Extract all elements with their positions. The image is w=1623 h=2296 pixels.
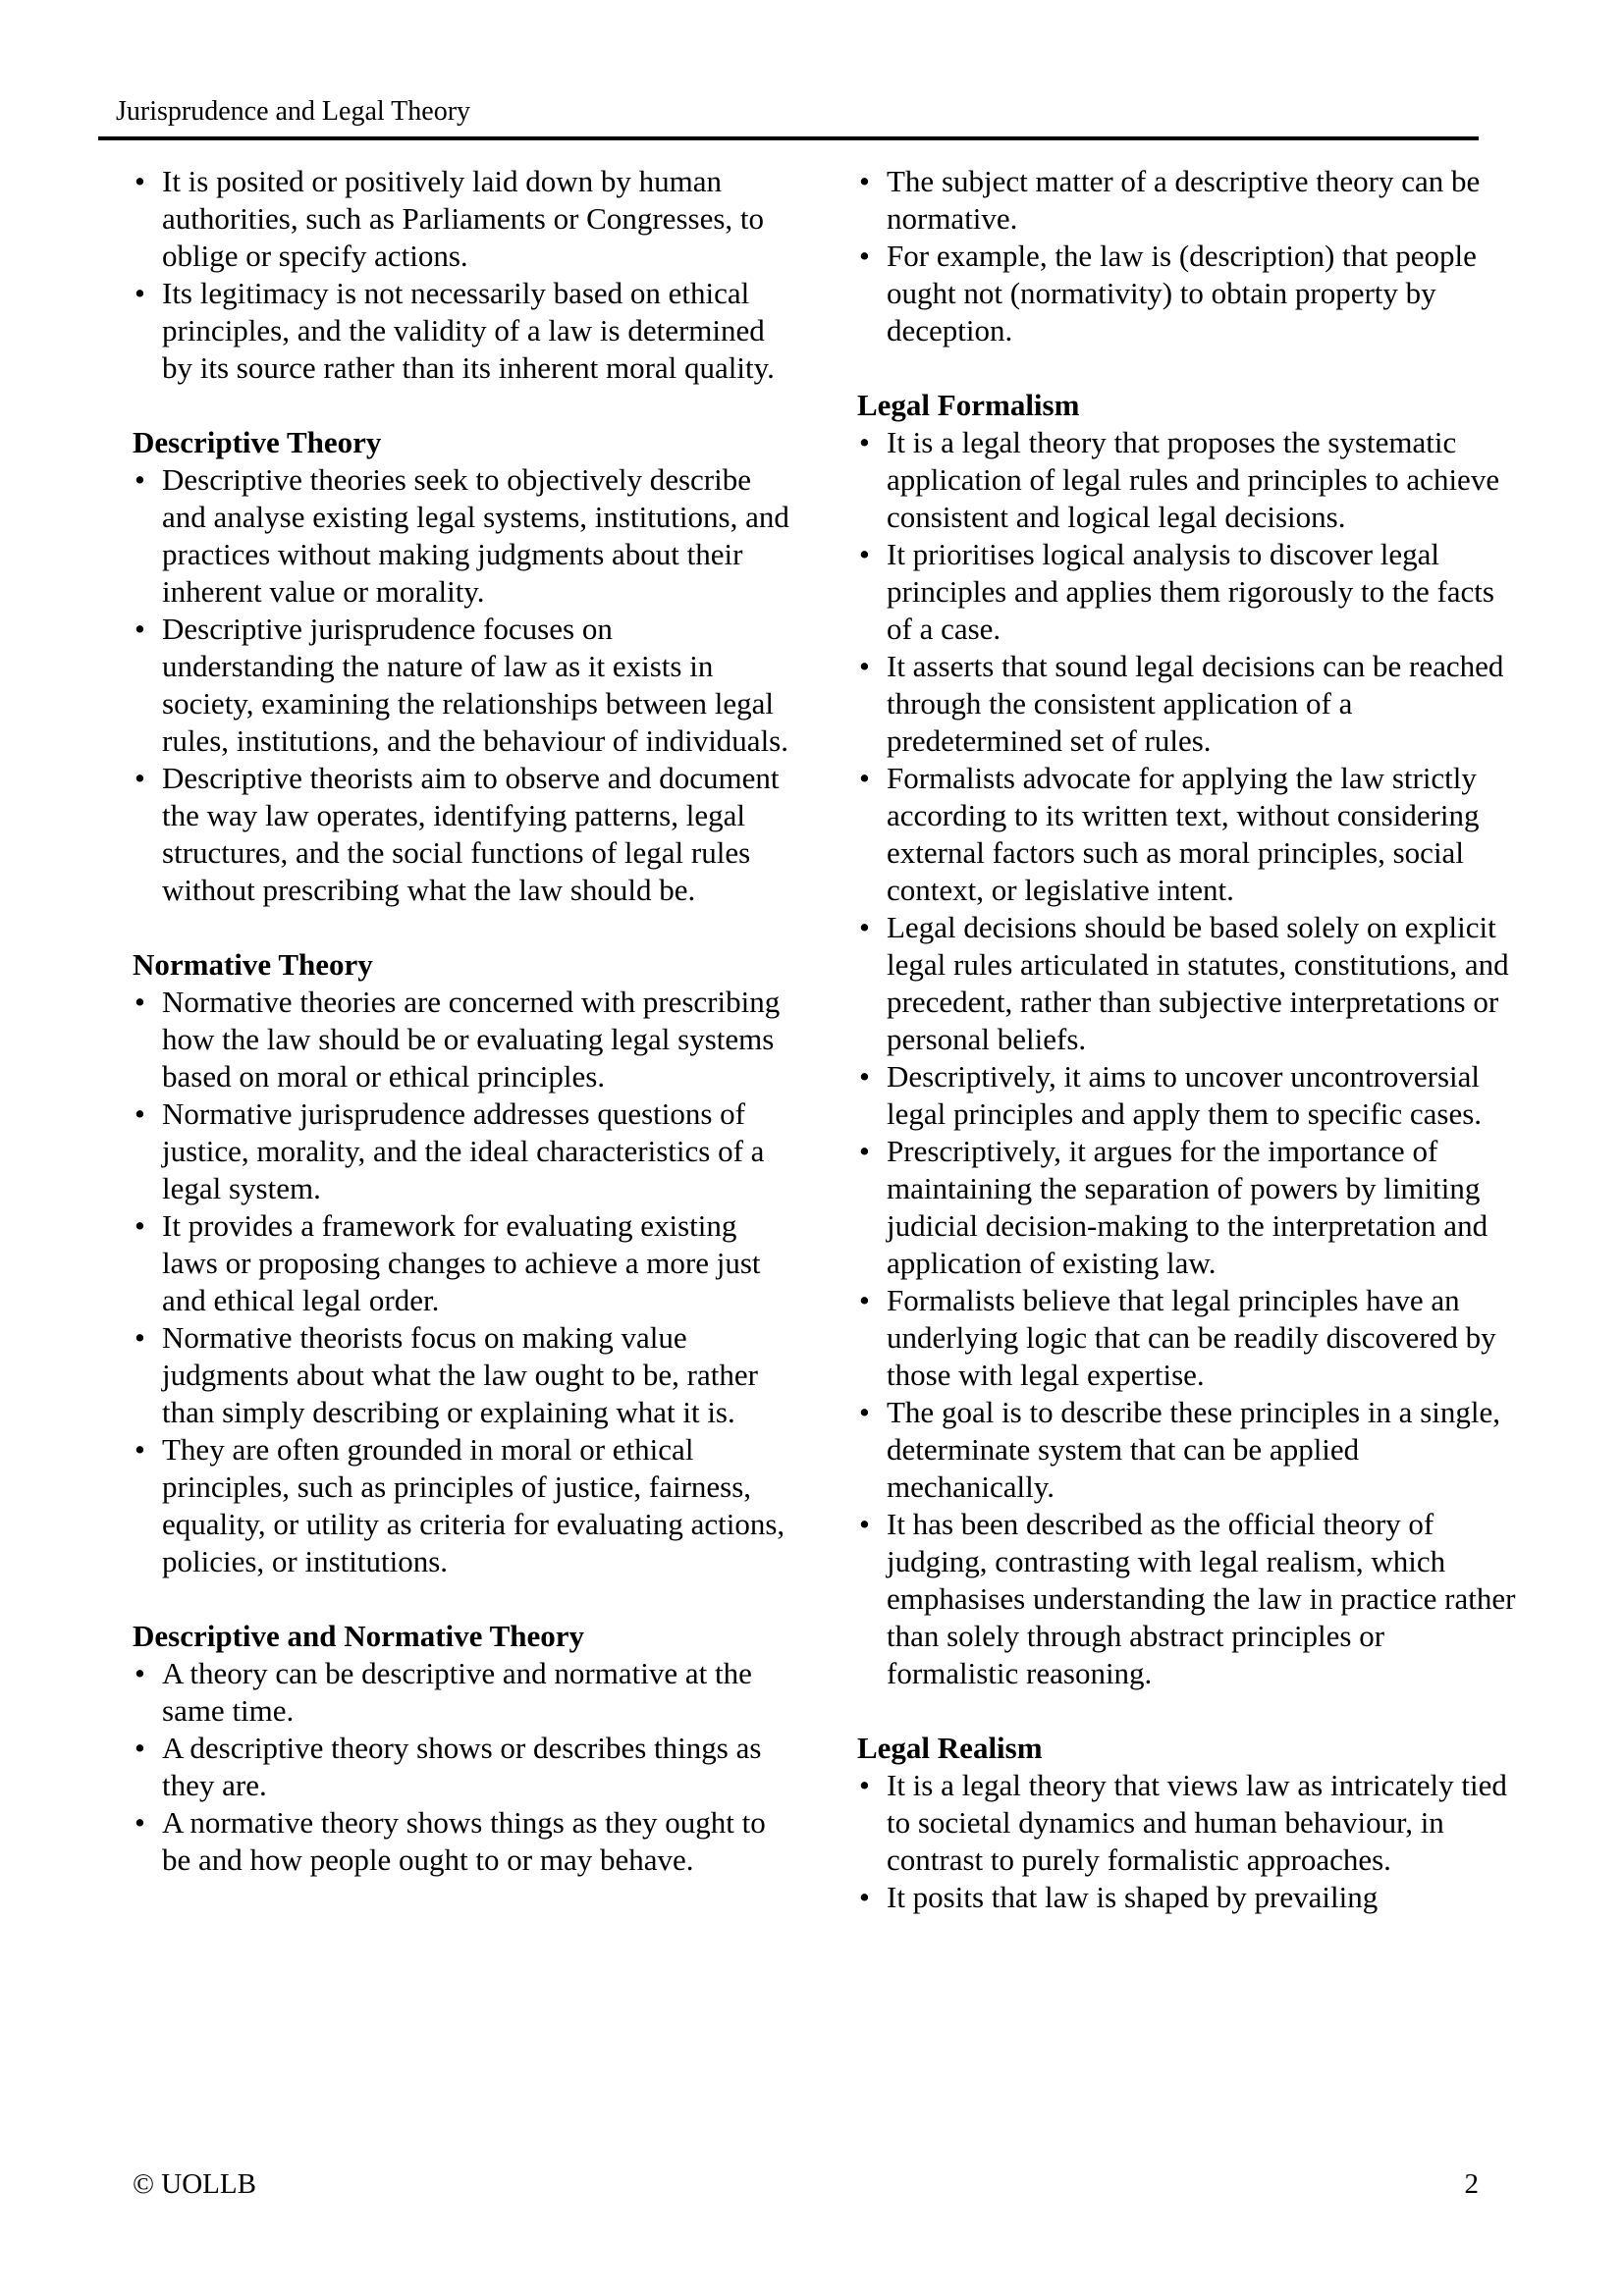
list-item (133, 611, 792, 760)
list-item (857, 536, 1517, 648)
bullet-text: It prioritises logical analysis to discover legal principles and applies them rigorously to the facts of a case. (887, 537, 1494, 646)
list-item (857, 1879, 1517, 1916)
section-heading: Normative Theory (133, 947, 373, 982)
list-item (857, 1767, 1517, 1879)
bullet-icon: • (135, 612, 145, 646)
bullet-text: Normative theorists focus on making value judgments about what the law ought to be, rather than simply describing or explaining what it is. (162, 1320, 758, 1429)
bullet-text: A theory can be descriptive and normative at the same time. (162, 1656, 752, 1728)
header-rule (98, 136, 1479, 140)
bullet-icon: • (859, 1395, 870, 1429)
bullet-icon: • (859, 1283, 870, 1317)
section-list (133, 461, 792, 909)
left-intro-list (133, 163, 792, 387)
section-descriptive-theory (133, 424, 792, 909)
bullet-icon: • (859, 910, 870, 944)
bullet-text: Descriptive jurisprudence focuses on understanding the nature of law as it exists in society, examining the relationships between legal rules, institutions, and the behaviour of individuals. (162, 612, 788, 758)
list-item (857, 163, 1517, 238)
section-legal-realism (857, 1730, 1517, 1916)
bullet-icon: • (859, 239, 870, 273)
list-item (857, 909, 1517, 1058)
bullet-text: A descriptive theory shows or describes things as they are. (162, 1731, 762, 1802)
section-heading: Legal Realism (857, 1731, 1043, 1765)
section-descriptive-and-normative-theory (133, 1618, 792, 1879)
bullet-text: Normative jurisprudence addresses questions of justice, morality, and the ideal characteristics of a legal system. (162, 1096, 765, 1205)
section-heading: Descriptive Theory (133, 425, 382, 459)
page-content (133, 163, 1517, 1916)
bullet-icon: • (135, 1656, 145, 1690)
bullet-icon: • (859, 1880, 870, 1914)
bullet-icon: • (859, 1134, 870, 1168)
bullet-text: They are often grounded in moral or ethical principles, such as principles of justice, fairness, equality, or utility as criteria for evaluating actions, policies, or institutions. (162, 1432, 785, 1578)
bullet-text: It is posited or positively laid down by human authorities, such as Parliaments or Congresses, to oblige or specify actions. (162, 164, 765, 273)
bullet-text: The goal is to describe these principles in a single, determinate system that can be applied mechanically. (887, 1395, 1500, 1504)
right-intro-list (857, 163, 1517, 349)
list-item (133, 760, 792, 909)
section-list (133, 984, 792, 1580)
bullet-text: Descriptive theories seek to objectively describe and analyse existing legal systems, institutions, and practices without making judgments about their inherent value or morality. (162, 462, 789, 609)
bullet-icon: • (859, 425, 870, 459)
list-item (133, 984, 792, 1095)
bullet-text: Prescriptively, it argues for the importance of maintaining the separation of powers by limiting judicial decision-making to the interpretation and application of existing law. (887, 1134, 1488, 1280)
bullet-icon: • (135, 1096, 145, 1131)
list-item (857, 238, 1517, 349)
bullet-text: Descriptive theorists aim to observe and document the way law operates, identifying patterns, legal structures, and the social functions of legal rules without prescribing what the law should be. (162, 761, 780, 907)
bullet-text: Legal decisions should be based solely on explicit legal rules articulated in statutes, constitutions, and precedent, rather than subjective interpretations or personal beliefs. (887, 910, 1509, 1056)
page-footer (133, 2165, 1479, 2203)
bullet-icon: • (135, 462, 145, 497)
left-column (133, 163, 792, 1916)
bullet-icon: • (859, 164, 870, 198)
bullet-text: Formalists believe that legal principles have an underlying logic that can be readily discovered by those with legal expertise. (887, 1283, 1496, 1392)
list-item (857, 760, 1517, 909)
bullet-icon: • (135, 1432, 145, 1467)
bullet-icon: • (135, 985, 145, 1019)
list-item (133, 163, 792, 275)
copyright-text: © UOLLB (133, 2168, 256, 2200)
bullet-icon: • (135, 1731, 145, 1765)
bullet-text: It posits that law is shaped by prevailing (887, 1880, 1379, 1914)
bullet-icon: • (859, 1768, 870, 1802)
bullet-text: Its legitimacy is not necessarily based on ethical principles, and the validity of a law is determined by its source rather than its inherent moral quality. (162, 276, 775, 385)
page-number: 2 (1464, 2168, 1479, 2200)
list-item (133, 1207, 792, 1319)
list-item (133, 1655, 792, 1730)
bullet-icon: • (135, 164, 145, 198)
bullet-text: The subject matter of a descriptive theory can be normative. (887, 164, 1481, 236)
list-item (857, 1506, 1517, 1692)
list-item (133, 1431, 792, 1580)
bullet-icon: • (135, 1208, 145, 1243)
right-column (857, 163, 1517, 1916)
bullet-icon: • (135, 1805, 145, 1840)
bullet-text: Normative theories are concerned with prescribing how the law should be or evaluating legal systems based on moral or ethical principles. (162, 985, 781, 1094)
section-heading: Descriptive and Normative Theory (133, 1619, 585, 1653)
list-item (857, 1394, 1517, 1506)
list-item (133, 275, 792, 387)
running-header-title: Jurisprudence and Legal Theory (116, 96, 471, 127)
section-legal-formalism (857, 387, 1517, 1692)
list-item (133, 1095, 792, 1207)
list-item (857, 1282, 1517, 1394)
section-normative-theory (133, 946, 792, 1580)
list-item (857, 648, 1517, 760)
list-item (857, 424, 1517, 536)
bullet-text: Descriptively, it aims to uncover uncontroversial legal principles and apply them to specific cases. (887, 1059, 1483, 1131)
bullet-text: It has been described as the official theory of judging, contrasting with legal realism, which emphasises understanding the law in practice rather than solely through abstract principles or formalistic reasoning. (887, 1507, 1516, 1690)
section-heading: Legal Formalism (857, 388, 1080, 422)
bullet-text: It asserts that sound legal decisions can be reached through the consistent application of a predetermined set of rules. (887, 649, 1504, 758)
bullet-text: Formalists advocate for applying the law strictly according to its written text, without considering external factors such as moral principles, social context, or legislative intent. (887, 761, 1480, 907)
bullet-text: For example, the law is (description) that people ought not (normativity) to obtain property by deception. (887, 239, 1477, 347)
section-list (857, 424, 1517, 1692)
page-header (116, 97, 470, 128)
bullet-text: A normative theory shows things as they ought to be and how people ought to or may behave. (162, 1805, 766, 1877)
list-item (133, 1804, 792, 1879)
bullet-icon: • (859, 537, 870, 571)
bullet-icon: • (859, 1059, 870, 1094)
bullet-icon: • (859, 649, 870, 683)
bullet-text: It is a legal theory that views law as intricately tied to societal dynamics and human behaviour, in contrast to purely formalistic approaches. (887, 1768, 1507, 1877)
list-item (857, 1133, 1517, 1282)
list-item (133, 461, 792, 611)
list-item (133, 1730, 792, 1804)
section-list (133, 1655, 792, 1879)
bullet-icon: • (859, 761, 870, 795)
bullet-icon: • (859, 1507, 870, 1541)
bullet-icon: • (135, 761, 145, 795)
section-list (857, 1767, 1517, 1916)
bullet-text: It provides a framework for evaluating existing laws or proposing changes to achieve a more just and ethical legal order. (162, 1208, 761, 1317)
bullet-icon: • (135, 1320, 145, 1355)
list-item (133, 1319, 792, 1431)
bullet-text: It is a legal theory that proposes the systematic application of legal rules and principles to achieve consistent and logical legal decisions. (887, 425, 1500, 534)
list-item (857, 1058, 1517, 1133)
bullet-icon: • (135, 276, 145, 310)
